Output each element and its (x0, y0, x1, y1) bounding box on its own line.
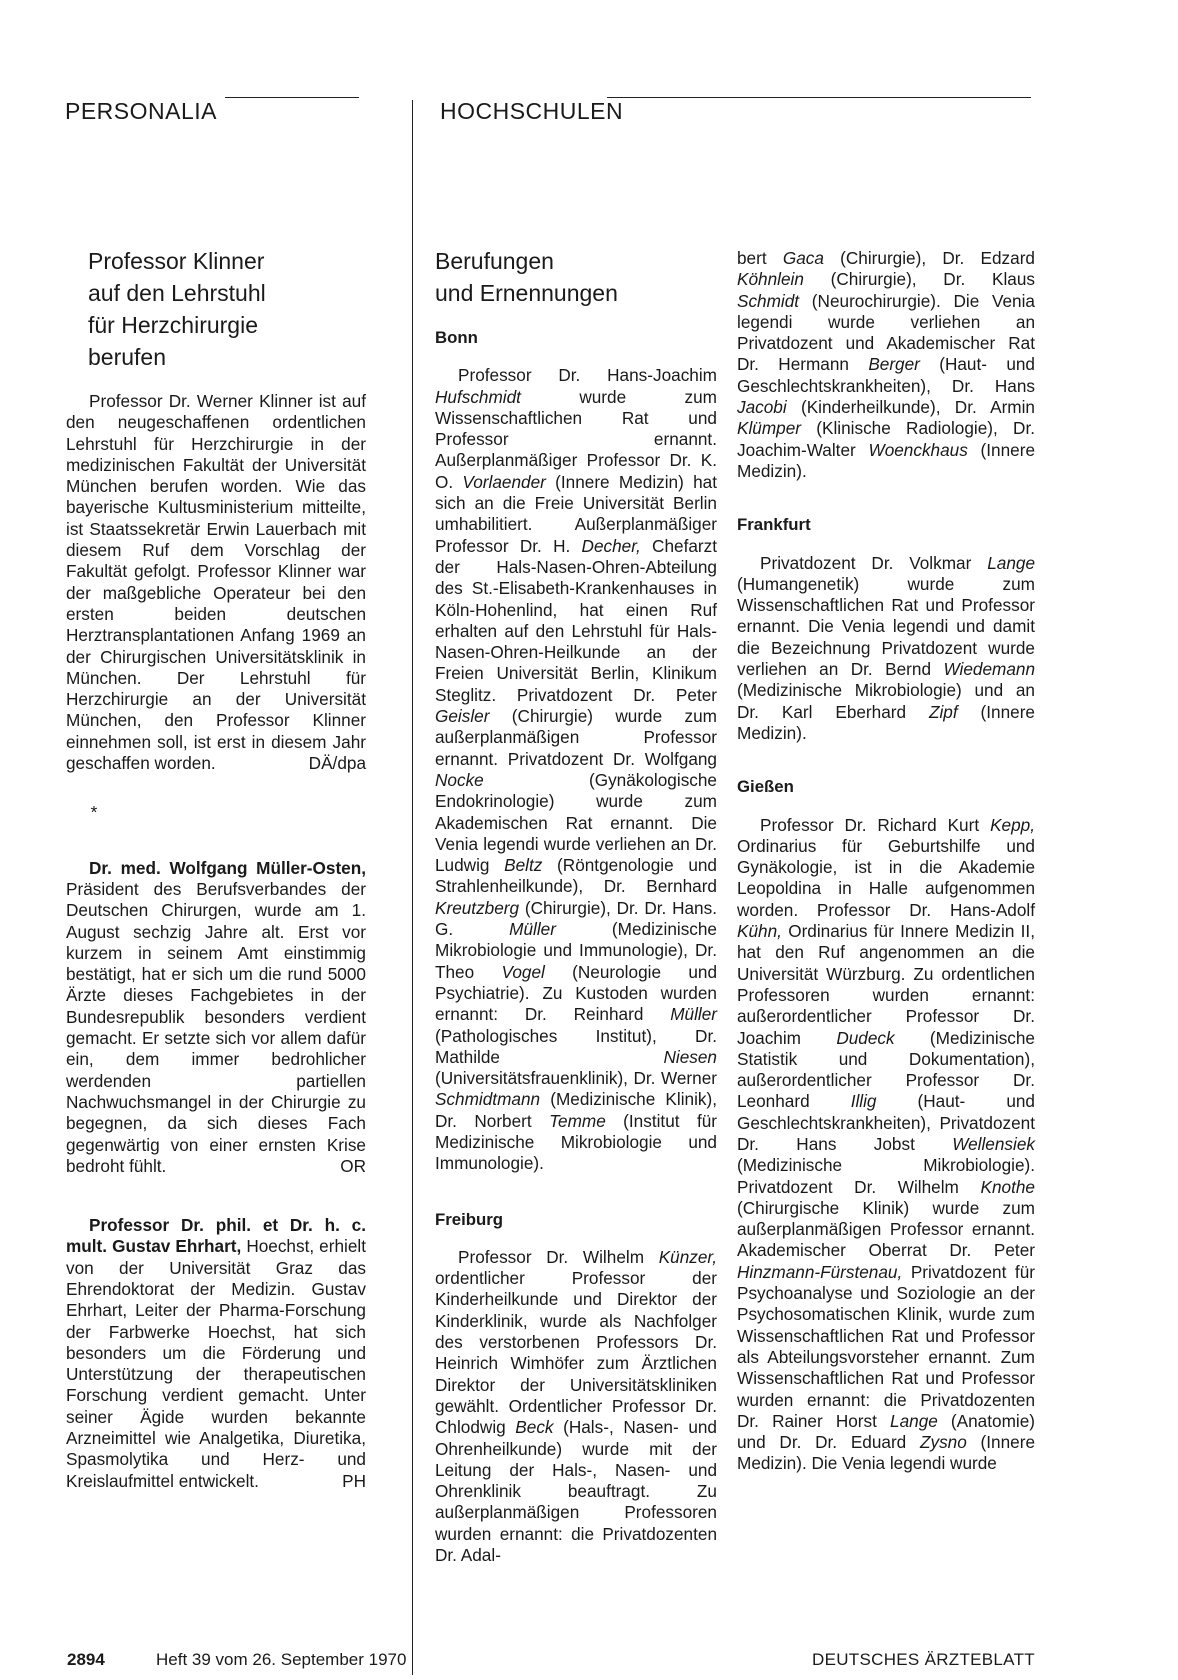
person-surname: Nocke (435, 769, 484, 790)
city-heading-frankfurt: Frankfurt (737, 515, 811, 535)
article-signature: DÄ/dpa (308, 753, 366, 774)
person-surname: Hufschmidt (435, 386, 521, 407)
headline-line: Berufungen (435, 248, 554, 274)
frankfurt-text: Privatdozent Dr. Volkmar Lange (Humangenetik) wurde zum Wissenschaftlichen Rat und Professor ernannt. Die Venia legendi und damit die Bezeichnung Privatdozent wurde verliehen an Dr. Bernd Wiedemann (Medizinische Mikrobiologie) und an Dr. Karl Eberhard Zipf (Innere Medizin). (737, 552, 1035, 743)
person-surname: Hinzmann-Fürstenau, (737, 1261, 903, 1282)
freiburg-text: Professor Dr. Wilhelm Künzer, ordentlicher Professor der Kinderheilkunde und Direktor der Kinderklinik, wurde als Nachfolger des verstorbenen Professors Dr. Heinrich Wimhöfer zum Ärztlichen Direktor der Universitätskliniken gewählt. Ordentlicher Professor Dr. Chlodwig Beck (Hals-, Nasen- und Ohrenheilkunde) wurde mit der Leitung der Hals-, Nasen- und Ohrenklinik beauftragt. Zu außerplanmäßigen Professoren wurden ernannt: die Privatdozenten Dr. Adal- (435, 1246, 717, 1566)
person-surname: Woenckhaus (868, 439, 968, 460)
section-title-personalia: PERSONALIA (65, 100, 223, 123)
person-surname: Schmidtmann (435, 1089, 541, 1110)
headline-line: und Ernennungen (435, 280, 618, 306)
header-rule-left (225, 97, 359, 98)
headline-line: Professor Klinner (88, 248, 265, 274)
berufungen-headline (435, 245, 717, 309)
ehrhart-text: Hoechst, erhielt von der Universität Graz das Ehrendoktorat der Medizin. Gustav Ehrhart, Leiter der Pharma-Forschung der Farbwerke Hoechst, hat sich besonders um die Förderung und Unterstützung der therapeutischen Forschung verdient gemacht. Unter seiner Ägide wurden bekannte Arzneimittel wie Analgetika, Diuretika, Spasmolytika und Herz- und Kreislaufmittel entwickelt. (66, 1236, 366, 1491)
section-title-hochschulen: HOCHSCHULEN (440, 100, 629, 123)
person-surname: Beck (515, 1417, 554, 1438)
person-surname: Köhnlein (737, 269, 804, 290)
person-surname: Decher, (581, 535, 641, 556)
person-surname: Dudeck (836, 1027, 895, 1048)
person-surname: Kepp, (990, 814, 1035, 835)
city-heading-bonn: Bonn (435, 328, 478, 347)
column-berufungen-cont (737, 248, 1035, 1475)
person-surname: Schmidt (737, 290, 800, 311)
klinner-article-text: Professor Dr. Werner Klinner ist auf den neugeschaffenen ordentlichen Lehrstuhl für Herzchirurgie in der medizinischen Fakultät der Universität München berufen worden. Wie das bayerische Kultusministerium mitteilte, ist Staatssekretär Erwin Lauerbach mit diesem Ruf dem Vorschlag der Fakultät gefolgt. Professor Klinner war der maßgebliche Operateur bei den ersten beiden deutschen Herztransplantationen Anfang 1969 an der Chirurgischen Universitätsklinik in München. Der Lehrstuhl für Herzchirurgie an der Universität München, den Professor Klinner einnehmen soll, ist erst in diesem Jahr geschaffen worden. (66, 391, 366, 774)
journal-title: DEUTSCHES ÄRZTEBLATT (812, 1650, 1035, 1669)
column-personalia (66, 245, 366, 1492)
article-signature: PH (342, 1470, 366, 1491)
column-berufungen (435, 245, 717, 1566)
bonn-text: Professor Dr. Hans-Joachim Hufschmidt wurde zum Wissenschaftlichen Rat und Professor ernannt. Außerplanmäßiger Professor Dr. K. O. Vorlaender (Innere Medizin) hat sich an die Freie Universität Berlin umhabilitiert. Außerplanmäßiger Professor Dr. H. Decher, Chefarzt der Hals-Nasen-Ohren-Abteilung des St.-Elisabeth-Krankenhauses in Köln-Hohenlind, hat einen Ruf erhalten auf den Lehrstuhl für Hals-Nasen-Ohren-Heilkunde an der Freien Universität Berlin, Klinikum Steglitz. Privatdozent Dr. Peter Geisler (Chirurgie) wurde zum außerplanmäßigen Professor ernannt. Privatdozent Dr. Wolfgang Nocke (Gynäkologische Endokrinologie) wurde zum Akademischen Rat ernannt. Die Venia legendi wurde verliehen an Dr. Ludwig Beltz (Röntgenologie und Strahlenheilkunde), Dr. Bernhard Kreutzberg (Chirurgie), Dr. Dr. Hans. G. Müller (Medizinische Mikrobiologie und Immunologie), Dr. Theo Vogel (Neurologie und Psychiatrie). Zu Kustoden wurden ernannt: Dr. Reinhard Müller (Pathologisches Institut), Dr. Mathilde Niesen (Universitätsfrauenklinik), Dr. Werner Schmidtmann (Medizinische Klinik), Dr. Norbert Temme (Institut für Medizinische Mikrobiologie und Immunologie). (435, 365, 718, 1174)
person-surname: Temme (549, 1110, 606, 1131)
person-surname: Kühn, (737, 921, 782, 942)
klinner-article (66, 391, 366, 774)
person-name: Dr. med. Wolfgang Müller-Osten, (89, 857, 366, 878)
person-surname: Knothe (980, 1176, 1035, 1197)
separator-star: * (90, 802, 98, 823)
person-surname: Illig (850, 1091, 877, 1112)
person-surname: Lange (987, 552, 1035, 573)
person-surname: Kreutzberg (435, 897, 520, 918)
person-surname: Jacobi (737, 397, 787, 418)
person-surname: Zipf (928, 701, 958, 722)
person-surname: Niesen (663, 1046, 717, 1067)
freiburg-continued-text: bert Gaca (Chirurgie), Dr. Edzard Köhnlein (Chirurgie), Dr. Klaus Schmidt (Neurochirurgie). Die Venia legendi wurde verliehen an Privatdozent und Akademischer Rat Dr. Hermann Berger (Haut- und Geschlechtskrankheiten), Dr. Hans Jacobi (Kinderheilkunde), Dr. Armin Klümper (Klinische Radiologie), Dr. Joachim-Walter Woenckhaus (Innere Medizin). (737, 248, 1035, 481)
person-surname: Berger (868, 354, 920, 375)
person-surname: Gaca (782, 248, 824, 268)
headline-line: berufen (88, 344, 167, 370)
person-surname: Künzer, (658, 1246, 717, 1267)
person-surname: Müller (670, 1004, 717, 1025)
giessen-text: Professor Dr. Richard Kurt Kepp, Ordinarius für Geburtshilfe und Gynäkologie, ist in die Akademie Leopoldina in Halle aufgenommen worden. Professor Dr. Hans-Adolf Kühn, Ordinarius für Innere Medizin II, hat den Ruf angenommen an die Universität Würzburg. Zu ordentlichen Professoren wurden ernannt: außerordentlicher Professor Dr. Joachim Dudeck (Medizinische Statistik und Dokumentation), außerordentlicher Professor Dr. Leonhard Illig (Haut- und Geschlechtskrankheiten), Privatdozent Dr. Hans Jobst Wellensiek (Medizinische Mikrobiologie). Privatdozent Dr. Wilhelm Knothe (Chirurgische Klinik) wurde zum außerplanmäßigen Professor ernannt. Akademischer Oberrat Dr. Peter Hinzmann-Fürstenau, Privatdozent für Psychoanalyse und Soziologie an der Psychosomatischen Klinik, wurde zum Wissenschaftlichen Rat und Professor als Abteilungsvorsteher ernannt. Zum Wissenschaftlichen Rat und Professor wurden ernannt: die Privatdozenten Dr. Rainer Horst Lange (Anatomie) und Dr. Dr. Eduard Zysno (Innere Medizin). Die Venia legendi wurde (737, 814, 1036, 1474)
mueller-osten-article (66, 858, 366, 1177)
mueller-osten-text: Präsident des Berufsverbandes der Deutschen Chirurgen, wurde am 1. August sechzig Jahre alt. Erst vor kurzem in seinem Amt einstimmig bestätigt, hat er sich um die rund 5000 Ärzte dieses Fachgebietes in der Bundesrepublik besonders verdient gemacht. Er setzte sich vor allem dafür ein, dem immer bedrohlicher werdenden partiellen Nachwuchsmangel in der Chirurgie zu begegnen, da sich dieses Fach gegenwärtig von einer ernsten Krise bedroht fühlt. (66, 878, 366, 1176)
person-surname: Beltz (504, 855, 543, 876)
person-surname: Zysno (920, 1432, 967, 1453)
city-heading-giessen: Gießen (737, 777, 794, 797)
page-number: 2894 (67, 1650, 105, 1669)
headline-line: für Herzchirurgie (88, 312, 258, 338)
person-surname: Wellensiek (952, 1133, 1035, 1154)
person-surname: Geisler (435, 706, 490, 727)
article-signature: OR (340, 1155, 366, 1176)
person-surname: Vogel (501, 961, 545, 982)
ehrhart-article (66, 1215, 366, 1492)
klinner-headline (88, 245, 366, 373)
person-name: Professor Dr. phil. et Dr. h. c. mult. Gustav Ehrhart, (66, 1215, 366, 1257)
person-surname: Vorlaender (462, 471, 546, 492)
person-surname: Müller (509, 919, 556, 940)
issue-info: Heft 39 vom 26. September 1970 (156, 1650, 407, 1669)
headline-line: auf den Lehrstuhl (88, 280, 266, 306)
person-surname: Klümper (737, 418, 801, 439)
header-rule-right (607, 97, 1031, 98)
column-divider (412, 100, 413, 1675)
person-surname: Wiedemann (943, 659, 1035, 680)
city-heading-freiburg: Freiburg (435, 1209, 504, 1229)
person-surname: Lange (890, 1410, 938, 1431)
